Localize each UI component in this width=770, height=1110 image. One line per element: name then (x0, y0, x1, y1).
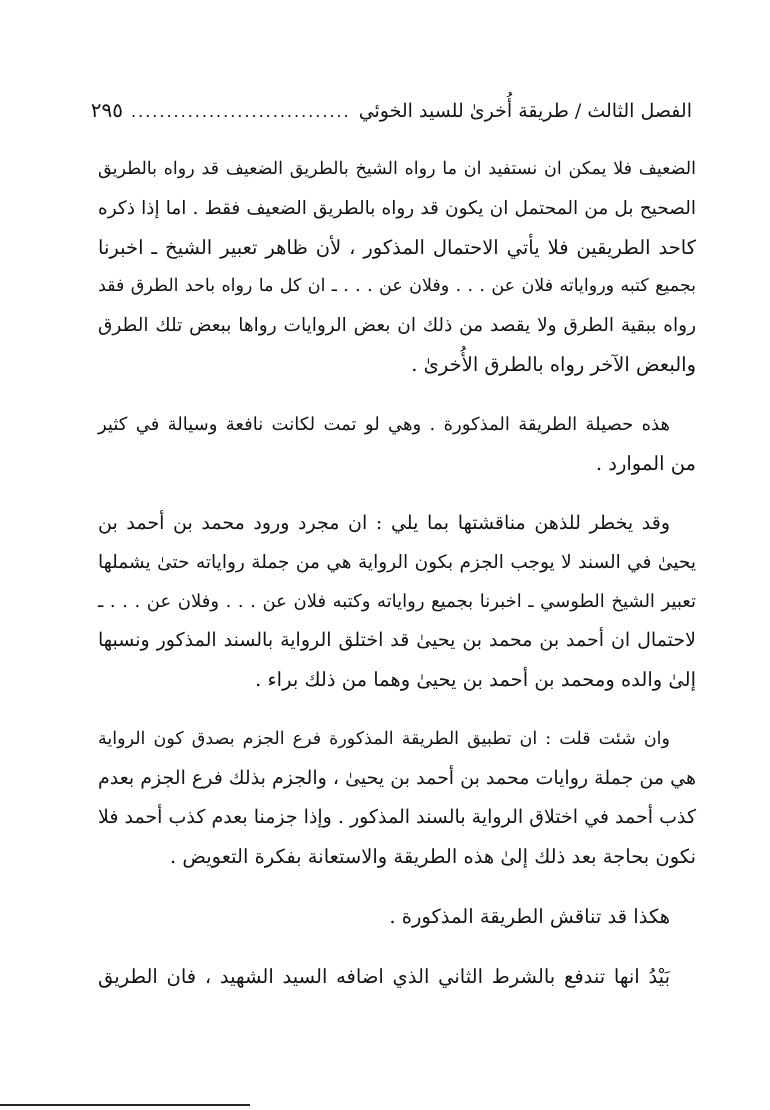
text-line: يحيىٰ في السند لا يوجب الجزم بكون الرواية هي من جملة رواياته حتىٰ يشملها (98, 552, 696, 573)
paragraph-4 (98, 720, 696, 876)
text-line: تعبير الشيخ الطوسي ـ اخبرنا بجميع رواياته وكتبه فلان عن . . . وفلان عن . . . ـ (98, 591, 696, 612)
running-title: الفصل الثالث / طريقة أُخرىٰ للسيد الخوئي (358, 100, 692, 122)
text-line: إلىٰ والده ومحمد بن أحمد بن يحيىٰ وهما من ذلك براء . (255, 668, 696, 691)
text-line: رواه ببقية الطرق ولا يقصد من ذلك ان بعض الروايات رواها ببعض تلك الطرق (98, 315, 696, 336)
text-line: وقد يخطر للذهن مناقشتها بما يلي : ان مجرد ورود محمد بن أحمد بن (98, 512, 670, 534)
text-line: بَيْدُ انها تندفع بالشرط الثاني الذي اضافه السيد الشهيد ، فان الطريق (98, 965, 670, 988)
text-line: كذب أحمد في اختلاق الرواية بالسند المذكور . وإذا جزمنا بعدم كذب أحمد فلا (98, 806, 696, 828)
bottom-edge-rule (0, 1104, 250, 1106)
text-line: هي من جملة روايات محمد بن أحمد بن يحيىٰ ، والجزم بذلك فرع الجزم بعدم (98, 767, 696, 789)
text-line: الصحيح بل من المحتمل ان يكون قد رواه بالطريق الضعيف فقط . اما إذا ذكره (98, 198, 696, 219)
paragraph-1 (98, 150, 696, 384)
text-line: كاحد الطريقين فلا يأتي الاحتمال المذكور ، لأن ظاهر تعبير الشيخ ـ اخبرنا (98, 236, 696, 259)
text-line: هذه حصيلة الطريقة المذكورة . وهي لو تمت لكانت نافعة وسيالة في كثير (98, 414, 670, 435)
paragraph-5 (98, 897, 696, 936)
text-line: بجميع كتبه ورواياته فلان عن . . . وفلان عن . . . ـ ان كل ما رواه باحد الطرق فقد (98, 276, 696, 296)
page-header (90, 98, 692, 132)
text-line: لاحتمال ان أحمد بن محمد بن يحيىٰ قد اختلق الرواية بالسند المذكور ونسبها (98, 629, 696, 651)
paragraph-6 (98, 957, 696, 996)
text-line: وان شئت قلت : ان تطبيق الطريقة المذكورة فرع الجزم بصدق كون الرواية (98, 729, 670, 749)
dot-leader: ............................... (131, 102, 351, 121)
page-number: ٢٩٥ (90, 98, 124, 122)
text-line: الضعيف فلا يمكن ان نستفيد ان ما رواه الشيخ بالطريق الضعيف قد رواه بالطريق (98, 159, 696, 179)
paragraph-2 (98, 405, 696, 483)
text-line: نكون بحاجة بعد ذلك إلىٰ هذه الطريقة والاستعانة بفكرة التعويض . (169, 845, 696, 868)
paragraph-3 (98, 504, 696, 699)
text-line: والبعض الآخر رواه بالطرق الأُخرىٰ . (411, 353, 696, 376)
text-line: من الموارد . (595, 452, 696, 475)
body-text (98, 150, 696, 996)
text-line: هكذا قد تناقش الطريقة المذكورة . (389, 905, 670, 928)
